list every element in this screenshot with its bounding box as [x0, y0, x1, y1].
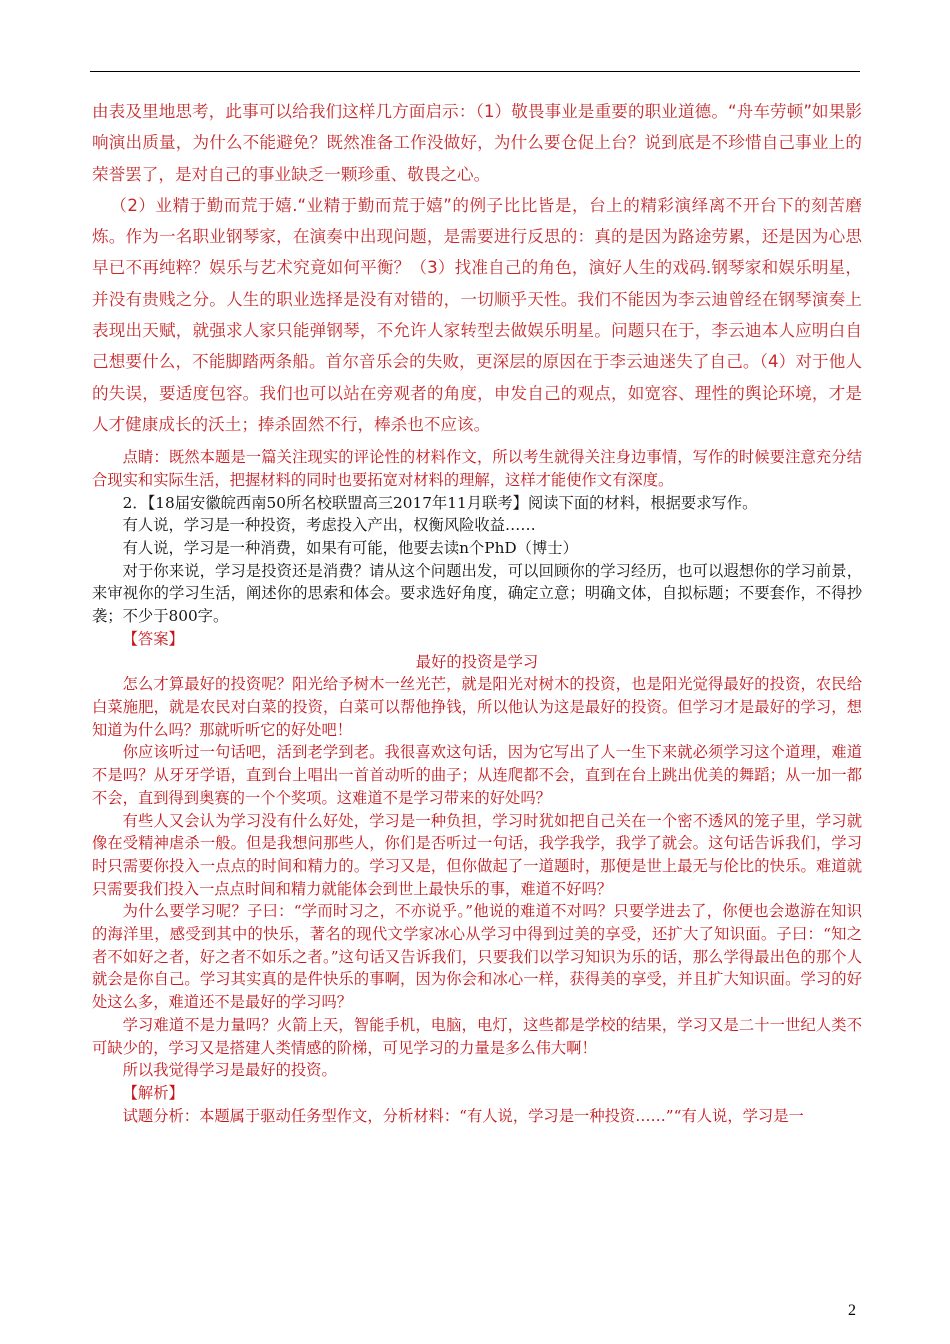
header-rule [90, 71, 860, 72]
page-number: 2 [848, 1302, 856, 1319]
material-line-2: 有人说，学习是一种消费，如果有可能，他要去读n个PhD（博士） [122, 539, 578, 558]
analysis-paragraph-1: 由表及里地思考，此事可以给我们这样几方面启示：（1）敬畏事业是重要的职业道德。“舟车劳顿”如果影响演出质量，为什么不能避免？既然准备工作没做好，为什么要仓促上台？说到底是不珍惜自己事业上的荣誉罢了，是对自己的事业缺乏一颗珍重、敬畏之心。 [92, 102, 862, 184]
question-2-heading: 2．【18届安徽皖西南50所名校联盟高三2017年11月联考】阅读下面的材料，根据要求写作。 [122, 493, 758, 512]
answer-label: 【答案】 [122, 629, 184, 648]
page-body [92, 96, 862, 1127]
essay-paragraph-3: 有些人又会认为学习没有什么好处，学习是一种负担，学习时犹如把自己关在一个密不透风的笼子里，学习就像在受精神虐杀一般。但是我想问那些人，你们是否听过一句话，我学我学，我学了就会。这句话告诉我们，学习时只需要你投入一点点的时间和精力的。学习又是，但你做起了一道题时，那便是世上最无与伦比的快乐。难道就只需要我们投入一点点时间和精力就能体会到世上最快乐的事，难道不好吗？ [92, 811, 862, 898]
material-line-1: 有人说，学习是一种投资，考虑投入产出，权衡风险收益…… [122, 516, 536, 535]
essay-paragraph-2: 你应该听过一句话吧，活到老学到老。我很喜欢这句话，因为它写出了人一生下来就必须学习这个道理，难道不是吗？从牙牙学语，直到台上唱出一首首动听的曲子；从连爬都不会，直到在台上跳出优美的舞蹈；从一加一都不会，直到得到奥赛的一个个奖项。这难道不是学习带来的好处吗？ [92, 743, 862, 807]
analysis-paragraph-2: （2）业精于勤而荒于嬉.“业精于勤而荒于嬉”的例子比比皆是，台上的精彩演绎离不开台下的刻苦磨炼。作为一名职业钢琴家，在演奏中出现问题，是需要进行反思的：真的是因为路途劳累，还是因为心思早已不再纯粹？娱乐与艺术究竟如何平衡？（3）找准自己的角色，演好人生的戏码.钢琴家和娱乐明星，并没有贵贱之分。人生的职业选择是没有对错的，一切顺乎天性。我们不能因为李云迪曾经在钢琴演奏上表现出天赋，就强求人家只能弹钢琴，不允许人家转型去做娱乐明星。问题只在于，李云迪本人应明白自己想要什么，不能脚踏两条船。首尔音乐会的失败，更深层的原因在于李云迪迷失了自己。（4）对于他人的失误，要适度包容。我们也可以站在旁观者的角度，申发自己的观点，如宽容、理性的舆论环境，才是人才健康成长的沃土；捧杀固然不行，棒杀也不应该。 [92, 195, 862, 434]
essay-paragraph-6: 所以我觉得学习是最好的投资。 [122, 1061, 337, 1080]
analysis-label: 【解析】 [122, 1083, 184, 1102]
analysis-text: 试题分析：本题属于驱动任务型作文，分析材料：“有人说，学习是一种投资……”“有人说，学习是一 [122, 1106, 804, 1125]
essay-title: 最好的投资是学习 [415, 652, 539, 671]
key-point-paragraph: 点睛：既然本题是一篇关注现实的评论性的材料作文，所以考生就得关注身边事情，写作的时候要注意充分结合现实和实际生活，把握材料的同时也要拓宽对材料的理解，这样才能使作文有深度。 [92, 448, 862, 489]
essay-paragraph-4: 为什么要学习呢？子曰：“学而时习之，不亦说乎。”他说的难道不对吗？只要学进去了，你便也会遨游在知识的海洋里，感受到其中的快乐，著名的现代文学家冰心从学习中得到过美的享受，还扩大了知识面。子曰：“知之者不如好之者，好之者不如乐之者。”这句话又告诉我们，只要我们以学习知识为乐的话，那么学得最出色的那个人就会是你自己。学习其实真的是件快乐的事啊，因为你会和冰心一样，获得美的享受，并且扩大知识面。学习的好处这么多，难道还不是最好的学习吗？ [92, 902, 862, 1012]
essay-paragraph-5: 学习难道不是力量吗？火箭上天，智能手机，电脑，电灯，这些都是学校的结果，学习又是二十一世纪人类不可缺少的，学习又是搭建人类情感的阶梯，可见学习的力量是多么伟大啊！ [92, 1015, 862, 1057]
essay-paragraph-1: 怎么才算最好的投资呢？阳光给予树木一丝光芒，就是阳光对树木的投资，也是阳光觉得最好的投资，农民给白菜施肥，就是农民对白菜的投资，白菜可以帮他挣钱，所以他认为这是最好的投资。但学习才是最好的学习，想知道为什么吗？那就听听它的好处吧！ [92, 675, 862, 739]
question-requirements: 对于你来说，学习是投资还是消费？请从这个问题出发，可以回顾你的学习经历，也可以遐想你的学习前景，来审视你的学习生活，阐述你的思索和体会。要求选好角度，确定立意；明确文体，自拟标题；不要套作，不得抄袭；不少于800字。 [92, 561, 862, 626]
